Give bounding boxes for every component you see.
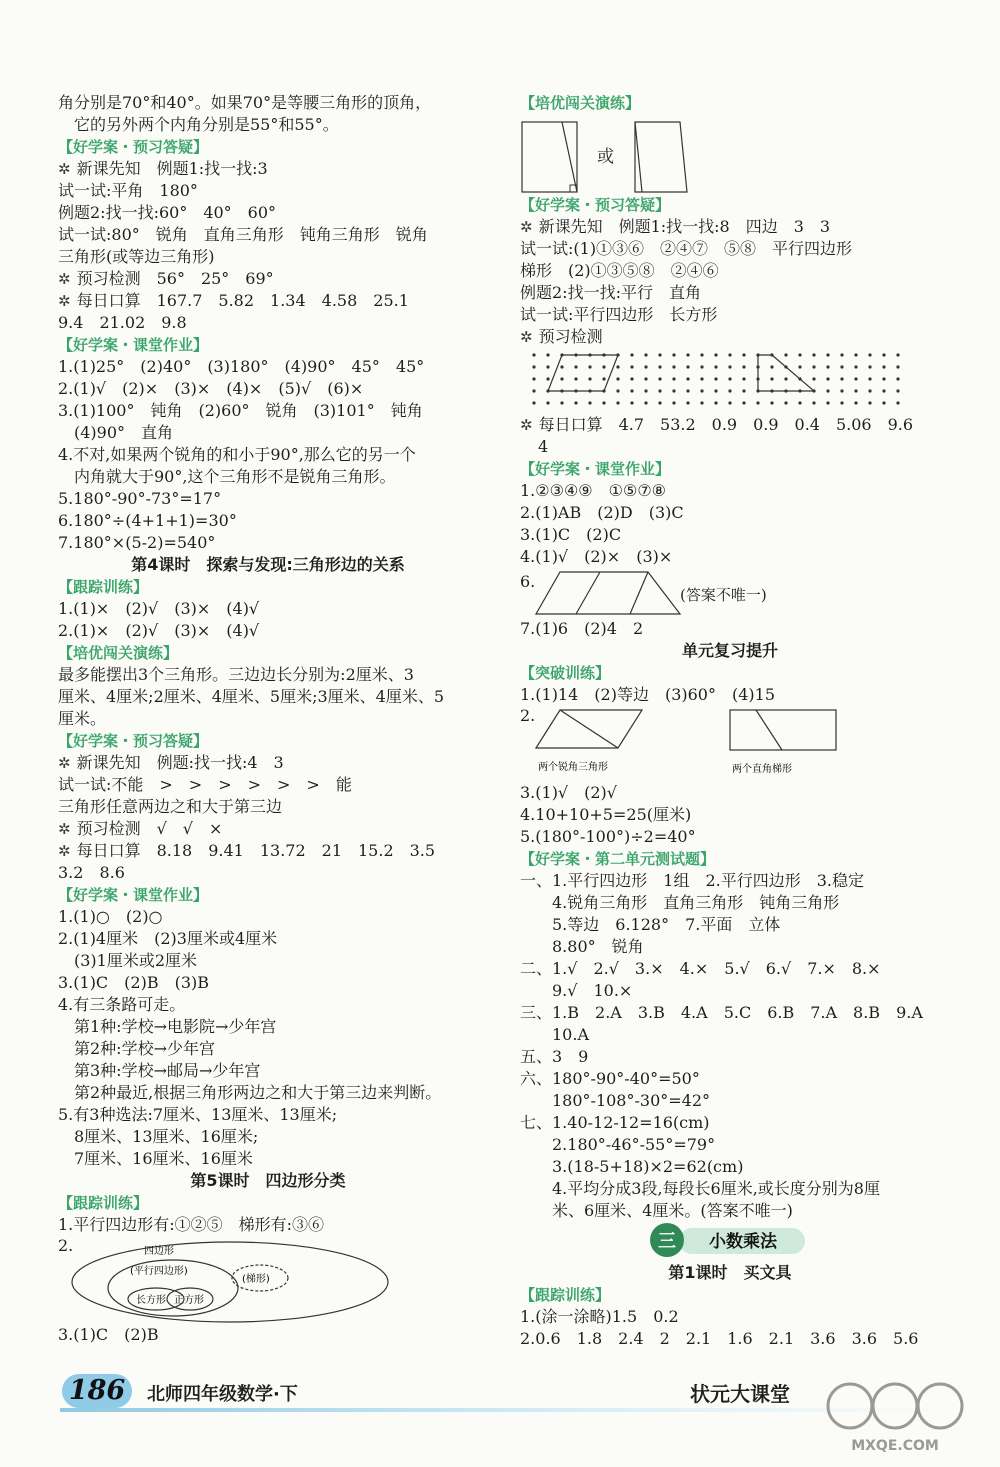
text-line: 梯形 (2)①③⑤⑧ ②④⑥ bbox=[520, 261, 719, 280]
grid-dot bbox=[882, 389, 885, 392]
cut-shapes-diagram bbox=[520, 114, 940, 194]
svg-text:MXQE.COM: MXQE.COM bbox=[851, 1438, 939, 1454]
text-line: 1.(1)25° (2)40° (3)180° (4)90° 45° 45° bbox=[58, 357, 425, 376]
grid-dot bbox=[784, 377, 787, 380]
grid-dot bbox=[630, 365, 633, 368]
grid-dot bbox=[756, 401, 759, 404]
text-line: 2.(1)√ (2)× (3)× (4)× (5)√ (6)× bbox=[58, 379, 364, 398]
grid-dot bbox=[826, 377, 829, 380]
grid-dot bbox=[714, 353, 717, 356]
text-line: 三角形(或等边三角形) bbox=[58, 247, 215, 266]
text-line: 五、3 9 bbox=[520, 1047, 589, 1066]
grid-dot bbox=[714, 401, 717, 404]
grid-dot bbox=[896, 353, 899, 356]
text-line: 8.80° 锐角 bbox=[520, 937, 644, 956]
text-line: 4.平均分成3段,每段长6厘米,或长度分别为8厘 bbox=[520, 1179, 880, 1198]
text-line: 6.180°÷(4+1+1)=30° bbox=[58, 511, 237, 530]
grid-dot bbox=[854, 389, 857, 392]
text-line: 3.(18-5+18)×2=62(cm) bbox=[520, 1157, 744, 1176]
grid-dot bbox=[658, 353, 661, 356]
text-line: 它的另外两个内角分别是55°和55°。 bbox=[74, 115, 339, 134]
flower-icon: ✲ bbox=[520, 218, 533, 236]
grid-dot bbox=[896, 377, 899, 380]
grid-dot bbox=[672, 353, 675, 356]
text-line: ✲ 预习检测 56° 25° 69° bbox=[58, 269, 274, 288]
grid-dot bbox=[882, 353, 885, 356]
flower-icon: ✲ bbox=[58, 292, 71, 310]
grid-dot bbox=[728, 401, 731, 404]
text-line: 3.(1)C (2)B (3)B bbox=[58, 973, 210, 992]
text-line: 一、1.平行四边形 1组 2.平行四边形 3.稳定 bbox=[520, 871, 864, 890]
flower-icon: ✲ bbox=[520, 416, 533, 434]
text-line: 5.等边 6.128° 7.平面 立体 bbox=[520, 915, 781, 934]
text-line: 试一试:不能 > > > > > > 能 bbox=[58, 775, 352, 794]
text-line: 2.(1)× (2)√ (3)× (4)√ bbox=[58, 621, 260, 640]
grid-dot bbox=[560, 401, 563, 404]
flower-icon: ✲ bbox=[58, 160, 71, 178]
text-line: 七、1.40-12-12=16(cm) bbox=[520, 1113, 710, 1132]
grid-dot bbox=[672, 389, 675, 392]
text-line: 2.180°-46°-55°=79° bbox=[520, 1135, 716, 1154]
grid-dot bbox=[742, 401, 745, 404]
grid-dot bbox=[686, 353, 689, 356]
grid-dot bbox=[742, 353, 745, 356]
grid-dot bbox=[840, 377, 843, 380]
text-line: 1.(1)× (2)√ (3)× (4)√ bbox=[58, 599, 260, 618]
grid-dot bbox=[700, 353, 703, 356]
flower-icon: ✲ bbox=[520, 328, 533, 346]
grid-dot bbox=[812, 365, 815, 368]
section-header: 【好学案・课堂作业】 bbox=[58, 886, 209, 904]
text-line: 米、6厘米、4厘米。(答案不唯一) bbox=[520, 1201, 793, 1220]
grid-dot bbox=[658, 365, 661, 368]
flower-icon: ✲ bbox=[58, 754, 71, 772]
text-line: 试一试:平角 180° bbox=[58, 181, 198, 200]
text-line: 9.√ 10.× bbox=[520, 981, 633, 1000]
grid-dot bbox=[840, 353, 843, 356]
grid-dot bbox=[812, 377, 815, 380]
venn-label-parallelogram: (平行四边形) bbox=[130, 1266, 188, 1277]
grid-dot bbox=[868, 365, 871, 368]
grid-dot bbox=[896, 401, 899, 404]
grid-dot bbox=[728, 389, 731, 392]
grid-dot bbox=[672, 365, 675, 368]
text-line: 4.不对,如果两个锐角的和小于90°,那么它的另一个 bbox=[58, 445, 416, 464]
grid-dot bbox=[882, 377, 885, 380]
grid-dot bbox=[644, 389, 647, 392]
caption-two-acute-triangles: 两个锐角三角形 bbox=[538, 762, 608, 773]
dot-grid-figure bbox=[520, 348, 940, 414]
grid-dot bbox=[700, 365, 703, 368]
grid-dot bbox=[700, 389, 703, 392]
text-line: 内角就大于90°,这个三角形不是锐角三角形。 bbox=[58, 467, 396, 486]
grid-dot bbox=[770, 365, 773, 368]
grid-dot bbox=[826, 365, 829, 368]
grid-dot bbox=[588, 365, 591, 368]
grid-dot bbox=[882, 365, 885, 368]
grid-dot bbox=[840, 401, 843, 404]
grid-dot bbox=[658, 401, 661, 404]
text-line: 试一试:(1)①③⑥ ②④⑦ ⑤⑧ 平行四边形 bbox=[520, 239, 853, 258]
text-line: 180°-108°-30°=42° bbox=[520, 1091, 711, 1110]
text-line: 3.(1)C (2)B bbox=[58, 1325, 159, 1344]
lesson-title: 第1课时 买文具 bbox=[668, 1263, 792, 1282]
caption-two-right-trapezoids: 两个直角梯形 bbox=[732, 764, 792, 775]
grid-dot bbox=[868, 401, 871, 404]
lesson-title: 第5课时 四边形分类 bbox=[190, 1171, 346, 1190]
section-header: 【跟踪训练】 bbox=[520, 1286, 611, 1304]
text-line: 2.(1)4厘米 (2)3厘米或4厘米 bbox=[58, 929, 278, 948]
grid-dot bbox=[546, 401, 549, 404]
venn-label-quadrilateral: 四边形 bbox=[144, 1246, 174, 1257]
brand-name: 状元大课堂 bbox=[690, 1382, 790, 1406]
grid-dot bbox=[896, 365, 899, 368]
left-column bbox=[58, 92, 478, 1346]
grid-dot bbox=[630, 389, 633, 392]
text-line: 7厘米、16厘米、16厘米 bbox=[58, 1149, 253, 1168]
text-line: 5.有3种选法:7厘米、13厘米、13厘米; bbox=[58, 1105, 338, 1124]
flower-icon: ✲ bbox=[58, 270, 71, 288]
shapes-figure bbox=[520, 114, 940, 194]
grid-dot bbox=[546, 377, 549, 380]
venn-figure bbox=[58, 1236, 478, 1324]
grid-dot bbox=[546, 365, 549, 368]
grid-dot bbox=[616, 377, 619, 380]
grid-dot bbox=[686, 365, 689, 368]
grid-dot bbox=[826, 353, 829, 356]
text-line: 六、180°-90°-40°=50° bbox=[520, 1069, 700, 1088]
venn-label-trapezoid: (梯形) bbox=[242, 1274, 270, 1285]
text-line: 2.0.6 1.8 2.4 2 2.1 1.6 2.1 3.6 3.6 5.6 bbox=[520, 1329, 919, 1348]
text-line: 第2种:学校→少年宫 bbox=[58, 1039, 215, 1058]
grid-dot bbox=[728, 365, 731, 368]
text-line: 5.180°-90°-73°=17° bbox=[58, 489, 222, 508]
text-line: 1.(1)○ (2)○ bbox=[58, 907, 163, 926]
grid-dot bbox=[630, 377, 633, 380]
text-line: 厘米、4厘米;2厘米、4厘米、5厘米;3厘米、4厘米、5 bbox=[58, 687, 445, 706]
grid-dot bbox=[658, 377, 661, 380]
text-line: 10.A bbox=[520, 1025, 590, 1044]
grid-dot bbox=[742, 377, 745, 380]
text-line: 4.(1)√ (2)× (3)× bbox=[520, 547, 673, 566]
book-title: 北师四年级数学·下 bbox=[147, 1384, 298, 1405]
grid-dot bbox=[798, 365, 801, 368]
text-line: 4 bbox=[538, 437, 549, 456]
grid-dot bbox=[798, 353, 801, 356]
grid-dot bbox=[574, 401, 577, 404]
grid-dot bbox=[868, 389, 871, 392]
grid-dot bbox=[616, 389, 619, 392]
section-header: 【好学案・预习答疑】 bbox=[58, 732, 209, 750]
text-line: ✲ 新课先知 例题1:找一找:8 四边 3 3 bbox=[520, 217, 831, 236]
grid-dot bbox=[532, 401, 535, 404]
grid-dot bbox=[588, 401, 591, 404]
text-line: ✲ 预习检测 √ √ × bbox=[58, 819, 223, 838]
grid-dot bbox=[546, 353, 549, 356]
text-line: (4)90° 直角 bbox=[58, 423, 174, 442]
text-line: ✲ 每日口算 8.18 9.41 13.72 21 15.2 3.5 bbox=[58, 841, 436, 860]
text-line: 例题2:找一找:60° 40° 60° bbox=[58, 203, 277, 222]
grid-dot bbox=[770, 401, 773, 404]
grid-dot bbox=[616, 365, 619, 368]
unit-badge bbox=[645, 1222, 815, 1258]
dot-grid-diagram bbox=[520, 348, 940, 414]
split-shapes-diagram bbox=[520, 706, 940, 782]
grid-dot bbox=[560, 365, 563, 368]
grid-dot bbox=[868, 377, 871, 380]
grid-dot bbox=[882, 401, 885, 404]
section-header: 【好学案・课堂作业】 bbox=[58, 336, 209, 354]
unit-title: 小数乘法 bbox=[709, 1232, 777, 1252]
grid-dot bbox=[644, 401, 647, 404]
grid-dot bbox=[574, 377, 577, 380]
text-line: 1.(涂一涂略)1.5 0.2 bbox=[520, 1307, 679, 1326]
text-line: ✲ 预习检测 bbox=[520, 327, 603, 346]
text-line: 例题2:找一找:平行 直角 bbox=[520, 283, 701, 302]
grid-dot bbox=[644, 365, 647, 368]
text-line: 1.(1)14 (2)等边 (3)60° (4)15 bbox=[520, 685, 776, 704]
text-line: 1.平行四边形有:①②⑤ 梯形有:③⑥ bbox=[58, 1215, 325, 1234]
grid-dot bbox=[812, 353, 815, 356]
section-header: 【好学案・预习答疑】 bbox=[520, 196, 671, 214]
text-line: (3)1厘米或2厘米 bbox=[58, 951, 198, 970]
text-line: 三角形任意两边之和大于第三边 bbox=[58, 797, 283, 816]
section-header: 【突破训练】 bbox=[520, 664, 611, 682]
grid-dot bbox=[658, 389, 661, 392]
grid-dot bbox=[560, 377, 563, 380]
page-number: 186 bbox=[62, 1374, 132, 1408]
grid-dot bbox=[770, 377, 773, 380]
text-line: 4.锐角三角形 直角三角形 钝角三角形 bbox=[520, 893, 840, 912]
grid-dot bbox=[784, 401, 787, 404]
grid-dot bbox=[854, 401, 857, 404]
grid-dot bbox=[672, 401, 675, 404]
grid-dot bbox=[532, 389, 535, 392]
grid-dot bbox=[574, 365, 577, 368]
text-line: 7.180°×(5-2)=540° bbox=[58, 533, 216, 552]
text-line: 5.(180°-100°)÷2=40° bbox=[520, 827, 696, 846]
grid-dot bbox=[714, 365, 717, 368]
grid-dot bbox=[630, 353, 633, 356]
text-line: ✲ 新课先知 例题:找一找:4 3 bbox=[58, 753, 284, 772]
text-line: 二、1.√ 2.√ 3.× 4.× 5.√ 6.√ 7.× 8.× bbox=[520, 959, 881, 978]
text-line: 4.10+10+5=25(厘米) bbox=[520, 805, 692, 824]
text-line: 最多能摆出3个三角形。三边边长分别为:2厘米、3 bbox=[58, 665, 414, 684]
text-line: 第1种:学校→电影院→少年宫 bbox=[58, 1017, 277, 1036]
grid-dot bbox=[672, 377, 675, 380]
grid-dot bbox=[532, 377, 535, 380]
question-number: 2. bbox=[58, 1236, 74, 1255]
grid-dot bbox=[686, 389, 689, 392]
section-header: 【跟踪训练】 bbox=[58, 1194, 149, 1212]
grid-dot bbox=[826, 389, 829, 392]
grid-dot bbox=[826, 401, 829, 404]
text-line: 8厘米、13厘米、16厘米; bbox=[58, 1127, 259, 1146]
flower-icon: ✲ bbox=[58, 820, 71, 838]
text-line: 试一试:80° 锐角 直角三角形 钝角三角形 锐角 bbox=[58, 225, 428, 244]
text-line: 3.(1)100° 钝角 (2)60° 锐角 (3)101° 钝角 bbox=[58, 401, 423, 420]
unit-number: 三 bbox=[658, 1231, 676, 1252]
grid-dot bbox=[854, 377, 857, 380]
page-footer bbox=[0, 1372, 1000, 1467]
lesson-title: 第4课时 探索与发现:三角形边的关系 bbox=[131, 555, 405, 574]
text-line: 3.(1)√ (2)√ bbox=[520, 783, 617, 802]
grid-dot bbox=[714, 389, 717, 392]
grid-dot bbox=[616, 401, 619, 404]
right-column bbox=[520, 92, 940, 1350]
watermark-logo bbox=[820, 1378, 970, 1458]
text-line: 第2种最近,根据三角形两边之和大于第三边来判断。 bbox=[58, 1083, 442, 1102]
grid-dot bbox=[588, 377, 591, 380]
text-line: 厘米。 bbox=[58, 709, 107, 728]
answer-note: (答案不唯一) bbox=[680, 586, 767, 604]
text-line: 7.(1)6 (2)4 2 bbox=[520, 619, 644, 638]
text-line: 4.有三条路可走。 bbox=[58, 995, 186, 1014]
text-line: 3.(1)C (2)C bbox=[520, 525, 622, 544]
flower-icon: ✲ bbox=[58, 842, 71, 860]
section-header: 【培优闯关演练】 bbox=[520, 94, 641, 112]
text-line: 试一试:平行四边形 长方形 bbox=[520, 305, 718, 324]
grid-dot bbox=[532, 365, 535, 368]
section-header: 【培优闯关演练】 bbox=[58, 644, 179, 662]
venn-label-square: 正方形 bbox=[174, 1295, 204, 1306]
grid-dot bbox=[854, 353, 857, 356]
text-line: ✲ 新课先知 例题1:找一找:3 bbox=[58, 159, 268, 178]
grid-dot bbox=[630, 401, 633, 404]
grid-dot bbox=[602, 377, 605, 380]
grid-dot bbox=[868, 353, 871, 356]
text-line: 角分别是70°和40°。如果70°是等腰三角形的顶角， bbox=[58, 93, 432, 112]
footer-rule bbox=[60, 1408, 940, 1412]
grid-dot bbox=[784, 353, 787, 356]
grid-dot bbox=[728, 353, 731, 356]
grid-dot bbox=[686, 377, 689, 380]
section-header: 【跟踪训练】 bbox=[58, 578, 149, 596]
section-header: 【好学案・第二单元测试题】 bbox=[520, 850, 716, 868]
question-number: 2. bbox=[520, 706, 536, 725]
grid-dot bbox=[714, 377, 717, 380]
grid-dot bbox=[686, 401, 689, 404]
grid-dot bbox=[700, 401, 703, 404]
quadrilateral-venn-diagram bbox=[58, 1236, 478, 1324]
text-line: 第3种:学校→邮局→少年宫 bbox=[58, 1061, 261, 1080]
unit-heading bbox=[520, 1222, 940, 1262]
grid-dot bbox=[840, 365, 843, 368]
grid-dot bbox=[532, 353, 535, 356]
grid-dot bbox=[798, 401, 801, 404]
grid-dot bbox=[854, 365, 857, 368]
question-number: 6. bbox=[520, 572, 536, 591]
grid-dot bbox=[700, 377, 703, 380]
grid-dot bbox=[728, 377, 731, 380]
section-header: 【好学案・课堂作业】 bbox=[520, 460, 671, 478]
grid-dot bbox=[896, 389, 899, 392]
text-line: 2.(1)AB (2)D (3)C bbox=[520, 503, 684, 522]
grid-dot bbox=[840, 389, 843, 392]
grid-dot bbox=[644, 353, 647, 356]
text-line: 三、1.B 2.A 3.B 4.A 5.C 6.B 7.A 8.B 9.A bbox=[520, 1003, 923, 1022]
text-line: 3.2 8.6 bbox=[58, 863, 125, 882]
grid-dot bbox=[742, 389, 745, 392]
venn-label-rectangle: 长方形 bbox=[136, 1295, 166, 1306]
text-line: ✲ 每日口算 167.7 5.82 1.34 4.58 25.1 bbox=[58, 291, 409, 310]
grid-dot bbox=[602, 401, 605, 404]
text-line: 1.②③④⑨ ①⑤⑦⑧ bbox=[520, 481, 667, 500]
or-label: 或 bbox=[597, 147, 614, 167]
lesson-title: 单元复习提升 bbox=[681, 641, 778, 660]
grid-dot bbox=[644, 377, 647, 380]
split-shapes-figure bbox=[520, 706, 940, 782]
grid-dot bbox=[812, 401, 815, 404]
grid-dot bbox=[602, 365, 605, 368]
text-line: ✲ 每日口算 4.7 53.2 0.9 0.9 0.4 5.06 9.6 bbox=[520, 415, 914, 434]
text-line: 9.4 21.02 9.8 bbox=[58, 313, 187, 332]
section-header: 【好学案・预习答疑】 bbox=[58, 138, 209, 156]
grid-dot bbox=[742, 365, 745, 368]
trapezoid-figure bbox=[520, 568, 940, 618]
